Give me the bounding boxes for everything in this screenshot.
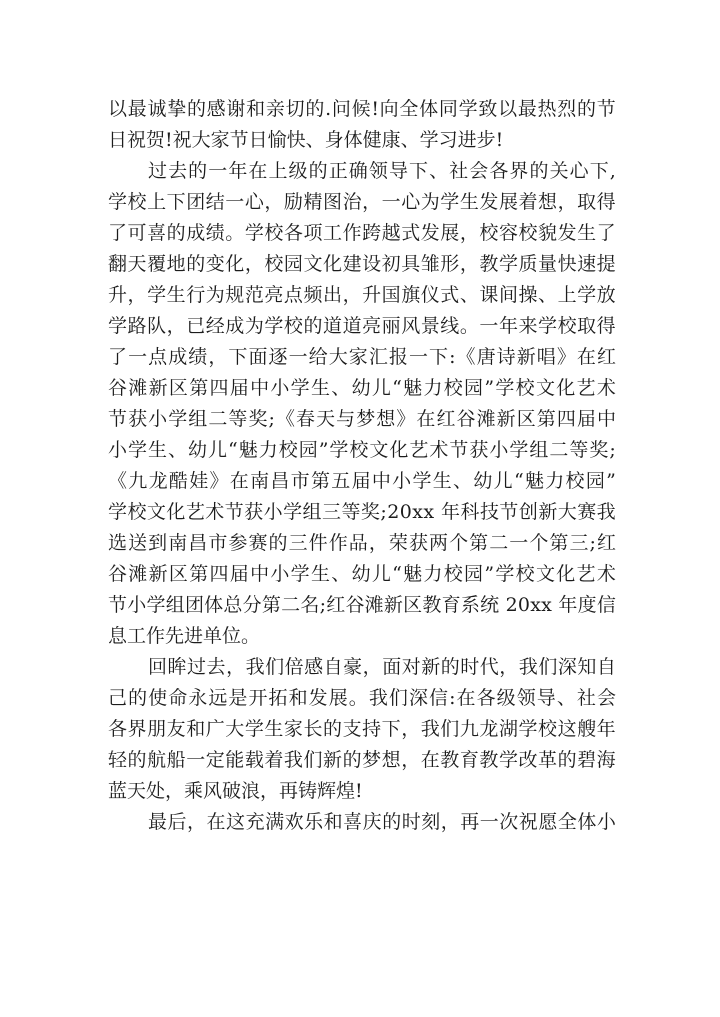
text-line: 最 后 ， 在 这 充 满 欢 乐 和 喜 庆 的 时 刻 ， 再 一 次 祝 愿 全 体 小 — [148, 811, 616, 833]
text-line: 升 ， 学 生 行 为 规 范 亮 点 频 出 ， 升 国 旗 仪 式 、 课 间 操 、 上 学 放 — [108, 284, 616, 306]
text-line: 谷 滩 新 区 第 四 届 中 小 学 生 、 幼 儿 “ 魅 力 校 园 ” 学 校 文 化 艺 术 — [108, 563, 616, 585]
text-line: 选 送 到 南 昌 市 参 赛 的 三 件 作 品 ， 荣 获 两 个 第 二 一 个 第 三 ; 红 — [108, 532, 616, 554]
text-line: 各 界 朋 友 和 广 大 学 生 家 长 的 支 持 下 ， 我 们 九 龙 湖 学 校 这 艘 年 — [108, 718, 616, 740]
text-line: 过 去 的 一 年 在 上 级 的 正 确 领 导 下 、 社 会 各 界 的 关 心 下 , — [148, 160, 616, 182]
text-line: 《 九 龙 酷 娃 》 在 南 昌 市 第 五 届 中 小 学 生 、 幼 儿 “ 魅 力 校 园 ” — [108, 470, 616, 492]
text-line: 己 的 使 命 永 远 是 开 拓 和 发 展 。 我 们 深 信 : 在 各 级 领 导 、 社 会 — [108, 687, 616, 709]
text-line: 了 一 点 成 绩 ， 下 面 逐 一 给 大 家 汇 报 一 下 : 《 唐 诗 新 唱 》 在 红 — [108, 346, 616, 368]
text-line: 轻 的 航 船 一 定 能 载 着 我 们 新 的 梦 想 ， 在 教 育 教 学 改 革 的 碧 海 — [108, 749, 616, 771]
text-line: 学 路 队 ， 已 经 成 为 学 校 的 道 道 亮 丽 风 景 线 。 一 年 来 学 校 取 得 — [108, 315, 616, 337]
text-line: 小 学 生 、 幼 儿 “ 魅 力 校 园 ” 学 校 文 化 艺 术 节 获 小 学 组 二 等 奖 ; — [108, 439, 616, 461]
text-line: 息工作先进单位。 — [108, 625, 261, 647]
text-line: 节 获 小 学 组 二 等 奖 ; 《 春 天 与 梦 想 》 在 红 谷 滩 新 区 第 四 届 中 — [108, 408, 616, 430]
text-line: 回 眸 过 去 ， 我 们 倍 感 自 豪 ， 面 对 新 的 时 代 ， 我 们 深 知 自 — [148, 656, 616, 678]
text-line: 翻 天 覆 地 的 变 化 ， 校 园 文 化 建 设 初 具 雏 形 ， 教 学 质 量 快 速 提 — [108, 253, 616, 275]
text-line: 谷 滩 新 区 第 四 届 中 小 学 生 、 幼 儿 “ 魅 力 校 园 ” 学 校 文 化 艺 术 — [108, 377, 616, 399]
text-line: 学 校 文 化 艺 术 节 获 小 学 组 三 等 奖 ; 2 0 x x 年 科 技 节 创 新 大 赛 我 — [108, 501, 616, 523]
text-line: 日祝贺!祝大家节日愉快、身体健康、学习进步! — [108, 129, 504, 151]
text-line: 了 可 喜 的 成 绩 。 学 校 各 项 工 作 跨 越 式 发 展 ， 校 容 校 貌 发 生 了 — [108, 222, 616, 244]
text-line: 蓝天处，乘风破浪，再铸辉煌! — [108, 780, 363, 802]
text-line: 学 校 上 下 团 结 一 心 ， 励 精 图 治 ， 一 心 为 学 生 发 展 着 想 ， 取 得 — [108, 191, 616, 213]
document-body — [108, 94, 616, 838]
text-line: 节 小 学 组 团 体 总 分 第 二 名 ; 红 谷 滩 新 区 教 育 系 统 2 0 x x 年 度 信 — [108, 594, 616, 616]
text-line: 以 最 诚 挚 的 感 谢 和 亲 切 的 . 问 候 ! 向 全 体 同 学 致 以 最 热 烈 的 节 — [108, 98, 616, 120]
